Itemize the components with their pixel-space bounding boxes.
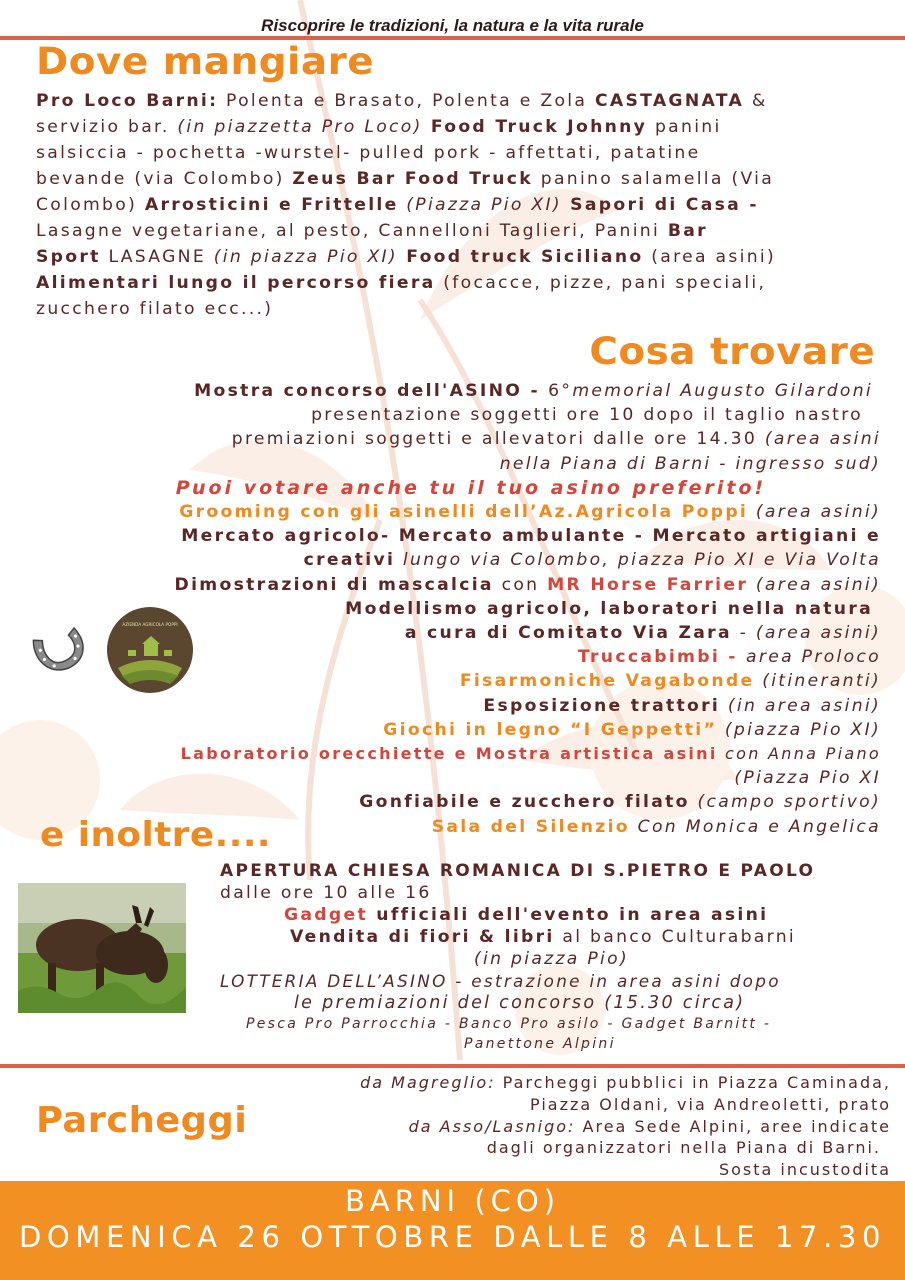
text: da Asso/Lasnigo: [408,1116,576,1136]
truccabimbi-label: Truccabimbi - [577,647,747,668]
text: premiazioni soggetti e allevatori dalle ore 14.30 [231,429,765,450]
chiesa-romanica-label: APERTURA CHIESA ROMANICA DI S.PIETRO E PAOLO [220,861,816,881]
section-title-parcheggi: Parcheggi [36,1100,248,1141]
lotteria-label: LOTTERIA DELL’ASINO - estrazione in area asini dopo [220,971,781,991]
text: nella Piana di Barni - ingresso sud) [499,453,881,474]
proloco-menu: Polenta e Brasato, Polenta e Zola [218,91,595,111]
esposizione-trattori-label: Esposizione trattori [483,695,721,716]
footer-place: BARNI (CO) [344,1184,561,1218]
text: Parcheggi pubblici in Piazza Caminada, [495,1073,891,1092]
sapori-di-casa: Sapori di Casa - [561,195,759,215]
parcheggi-block [271,1072,891,1181]
food-truck-siciliano: Food truck Siciliano [397,247,644,267]
gonfiabile-label: Gonfiabile e zucchero filato [359,792,690,813]
fisarmoniche-label: Fisarmoniche Vagabonde [459,671,755,692]
mangiare-block [36,88,876,322]
orecchiette-label: Laboratorio orecchiette e Mostra artistica asini [180,744,718,764]
section-title-dove-mangiare: Dove mangiare [36,40,375,83]
middle-divider [0,1064,905,1068]
text: Colombo) [36,195,145,215]
text: ufficiali dell'evento in area asini [368,905,769,925]
donkeys-photo [18,883,186,1013]
text: (in piazza Pio XI) [213,247,398,267]
text: (focacce, pizze, pani speciali, [435,273,767,293]
text: zucchero filato ecc...) [36,299,274,319]
text: Pesca Pro Parrocchia - Banco Pro asilo - Gadget Barnitt - [246,1016,772,1032]
text: Con Monica e Angelica [629,816,881,837]
text: (piazza Pio XI) [717,719,881,740]
bar-sport: Bar [667,221,708,241]
text: 6° [548,381,573,401]
text: Panettone Alpini [464,1036,616,1052]
text: (area asini [764,429,881,450]
text: (area asini) [748,502,881,523]
mercato-label: Mercato agricolo- Mercato ambulante - Mercato artigiani e [181,526,881,547]
text: le premiazioni del concorso (15.30 circa) [294,993,746,1013]
castagnata-label: CASTAGNATA [594,91,745,111]
vota-asino-callout: Puoi votare anche tu il tuo asino preferito! [175,476,767,499]
text: LASAGNE [100,247,214,267]
text: Area Sede Alpini, aree indicate [575,1116,891,1136]
text: Piazza Oldani, via Andreoletti, prato [530,1094,891,1114]
section-title-cosa-trovare: Cosa trovare [589,330,875,373]
footer-date: DOMENICA 26 OTTOBRE DALLE 8 ALLE 17.30 [18,1220,887,1254]
text: da Magreglio: [360,1073,496,1092]
proloco-label: Pro Loco Barni: [36,91,219,111]
text: bevande (via Colombo) [36,169,293,189]
text: (Piazza Pio XI) [398,195,562,215]
text: salsiccia - pochetta -wurstel- pulled pork - affettati, patatine [36,143,701,163]
horseshoe-icon [30,622,90,678]
text: lungo via Colombo, piazza Pio XI e Via Volta [395,550,881,571]
text: panino salamella (Via [532,169,775,189]
mascalcia-label: Dimostrazioni di mascalcia [174,574,494,595]
logo-text: AZIENDA AGRICOLA POPPI [122,622,178,627]
text: memorial Augusto Gilardoni [572,381,873,401]
giochi-legno-label: Giochi in legno “I Geppetti” [383,719,718,740]
arrosticini-frittelle: Arrosticini e Frittelle [144,195,399,215]
text: Sosta incustodita [718,1160,891,1180]
mostra-asino-label: Mostra concorso dell'ASINO - [194,381,549,401]
horse-farrier-label: MR Horse Farrier [547,574,749,595]
text: Lasagne vegetariane, al pesto, Cannelloni Taglieri, Panini [36,221,668,241]
text: (in piazza Pio) [474,949,629,969]
text: & [744,91,768,111]
text: al banco Culturabarni [554,927,796,947]
text: a cura di Comitato Via Zara [404,623,732,644]
text: (area asini) [643,247,776,267]
text: (area asini) [748,574,881,595]
text: servizio bar. [36,117,178,137]
grooming-label: Grooming con gli asinelli dell’Az.Agricola Poppi [179,502,749,523]
text: (Piazza Pio XI [734,768,881,789]
text: Sport [36,247,101,267]
poppi-farm-logo [106,606,194,694]
text: (in piazzetta Pro Loco) [177,117,423,137]
text: con Anna Piano [717,744,881,764]
vendita-fiori-label: Vendita di fiori & libri [290,927,555,947]
alimentari-label: Alimentari lungo il percorso fiera [36,273,436,293]
sala-silenzio-label: Sala del Silenzio [431,816,630,837]
inoltre-block [220,860,880,1054]
text: (campo sportivo) [689,792,881,813]
text: panini [647,117,722,137]
tagline: Riscoprire le tradizioni, la natura e la vita rurale [261,16,644,35]
text: - (area asini) [731,623,881,644]
text: (itineranti) [754,671,881,692]
modellismo-label: Modellismo agricolo, laboratori nella natura [345,598,873,619]
section-title-e-inoltre: e inoltre.... [40,815,272,855]
text: creativi [303,550,396,571]
text: dagli organizzatori nella Piana di Barni. [486,1138,881,1158]
zeus-bar-food-truck: Zeus Bar Food Truck [292,169,533,189]
food-truck-johnny: Food Truck Johnny [422,117,648,137]
text: presentazione soggetti ore 10 dopo il taglio nastro [311,405,863,426]
text: area Proloco [746,647,881,668]
gadget-label: Gadget [284,905,368,925]
text: dalle ore 10 alle 16 [220,883,432,903]
text: (in area asini) [720,695,881,716]
text: con [493,574,548,595]
